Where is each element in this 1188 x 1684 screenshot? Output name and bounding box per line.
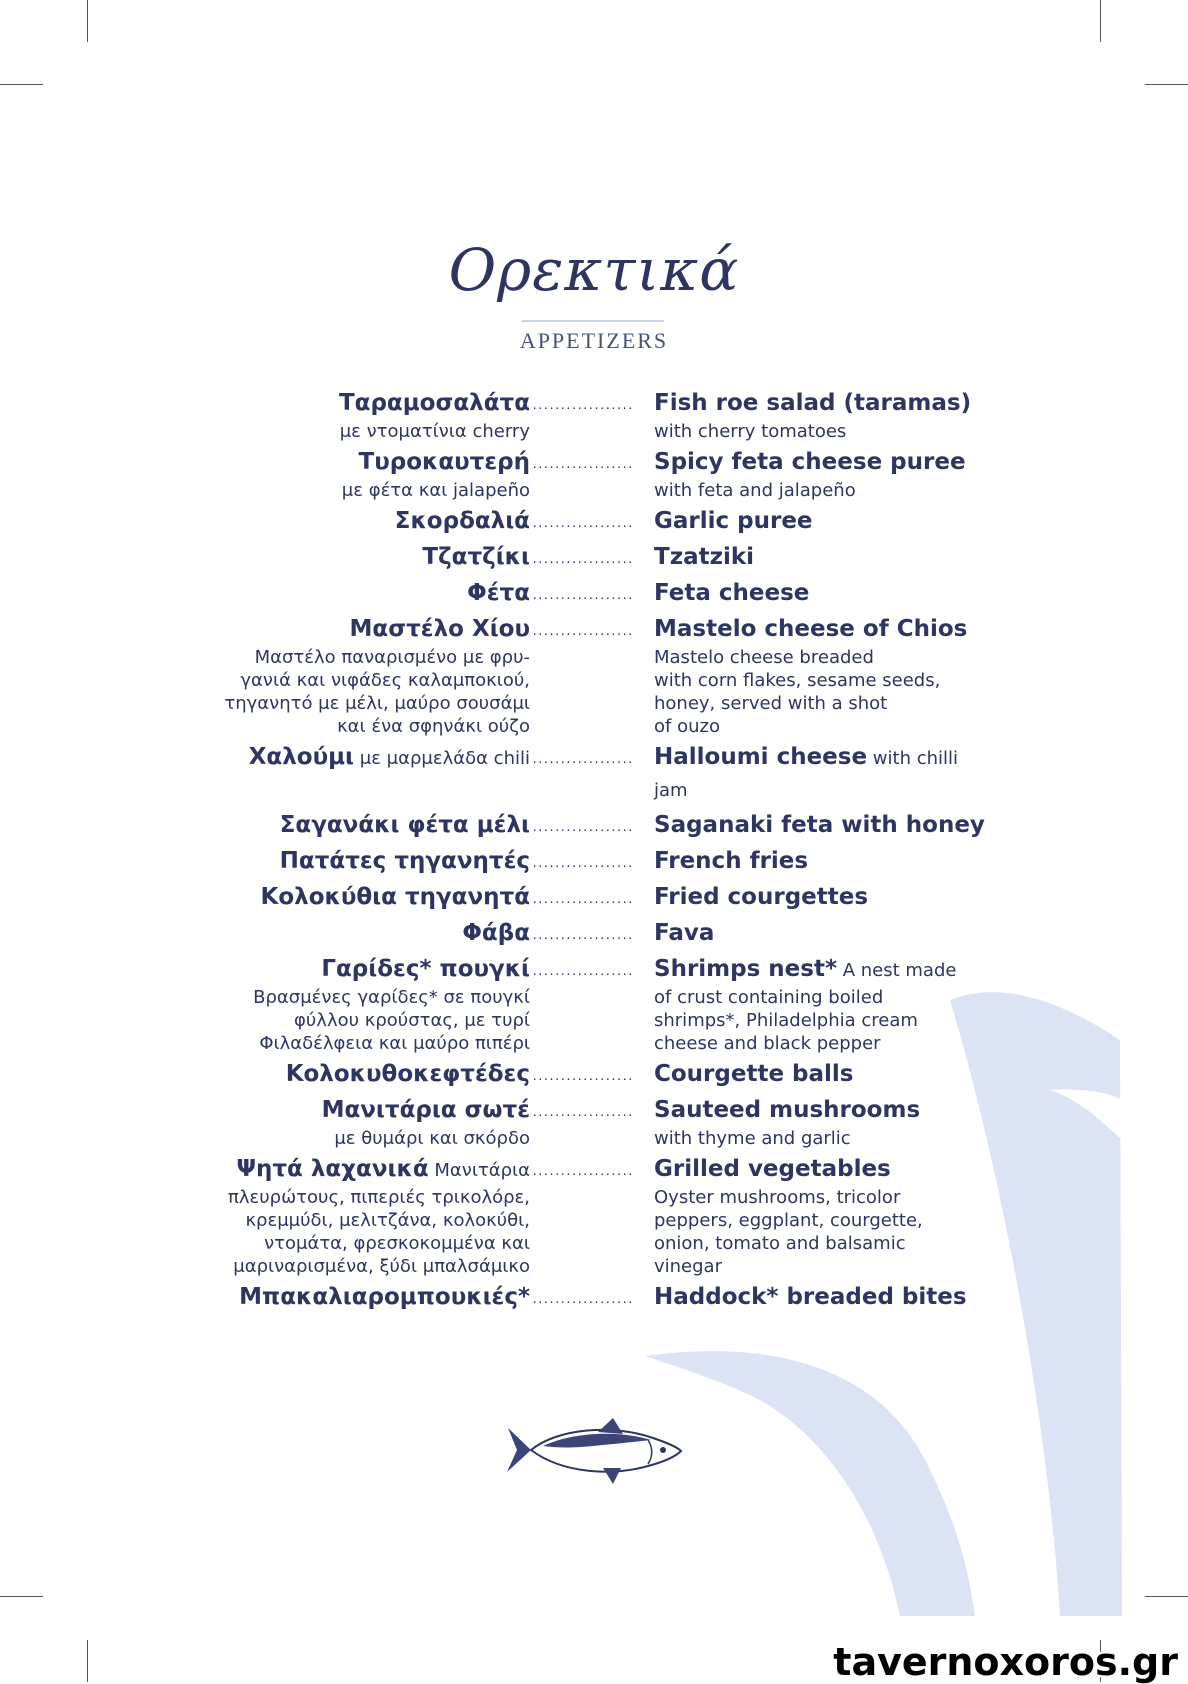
english-dish-name <box>654 882 994 914</box>
dish-description-line: πλευρώτους, πιπεριές τρικολόρε, <box>228 1187 530 1208</box>
english-column <box>634 388 994 443</box>
english-dish-name <box>654 614 994 646</box>
menu-item <box>0 846 1188 878</box>
menu-item <box>0 542 1188 574</box>
dish-title: Τζατζίκι <box>422 544 530 570</box>
dish-description-line: vinegar <box>654 1256 722 1277</box>
dish-description-line: Μαστέλο παναρισμένο με φρυ- <box>254 647 530 668</box>
english-column <box>634 1282 994 1314</box>
english-column <box>634 614 994 738</box>
greek-dish-name <box>0 447 530 479</box>
greek-dish-name <box>0 506 530 538</box>
leader-dots: .................. <box>531 821 633 834</box>
english-column <box>634 954 994 1055</box>
leader-dots: .................. <box>531 857 633 870</box>
leader-dots: .................. <box>531 965 633 978</box>
english-dish-name <box>654 1154 994 1186</box>
dish-inline-note: with chilli jam <box>654 748 959 801</box>
english-dish-name <box>654 954 994 986</box>
dish-description-line: with thyme and garlic <box>654 1128 851 1149</box>
leader-dots: .................. <box>531 893 633 906</box>
dish-title: Feta cheese <box>654 580 810 606</box>
greek-column <box>0 447 530 502</box>
english-dish-name <box>654 388 994 420</box>
greek-column <box>0 614 530 738</box>
leader-dots: .................. <box>531 1070 633 1083</box>
dish-description-line: of crust containing boiled <box>654 987 884 1008</box>
menu-item <box>0 1095 1188 1150</box>
dish-title: Μανιτάρια σωτέ <box>321 1097 530 1123</box>
menu-item <box>0 742 1188 806</box>
menu-item <box>0 388 1188 443</box>
dish-title: Γαρίδες* πουγκί <box>321 956 530 982</box>
leader-dots: .................. <box>531 929 633 942</box>
dish-description-line: τηγανητό με μέλι, μαύρο σουσάμι <box>224 693 530 714</box>
dish-description-line: Oyster mushrooms, tricolor <box>654 1187 901 1208</box>
dish-title: Χαλούμι <box>248 744 355 770</box>
english-dish-name <box>654 506 994 538</box>
english-dish-name <box>654 918 994 950</box>
greek-column <box>0 882 530 914</box>
menu-list <box>0 388 1188 1318</box>
dish-description-line: με ντοματίνια cherry <box>339 421 530 442</box>
page-title: Ορεκτικά <box>448 236 740 304</box>
leader-dots: .................. <box>531 553 633 566</box>
dish-description-line: shrimps*, Philadelphia cream <box>654 1010 918 1031</box>
greek-dish-name <box>0 918 530 950</box>
site-watermark: tavernoxoros.gr <box>833 1640 1178 1684</box>
dish-inline-note: A nest made <box>836 960 957 981</box>
dish-description-line: with cherry tomatoes <box>654 421 847 442</box>
greek-dish-name <box>0 810 530 842</box>
dish-inline-note: Μανιτάρια <box>428 1160 530 1181</box>
dish-inline-note: με μαρμελάδα chili <box>354 748 530 769</box>
greek-column <box>0 954 530 1055</box>
menu-item <box>0 1282 1188 1314</box>
greek-column <box>0 506 530 538</box>
english-column <box>634 542 994 574</box>
english-column <box>634 578 994 610</box>
greek-column <box>0 388 530 443</box>
greek-column <box>0 1095 530 1150</box>
dish-title: Τυροκαυτερή <box>358 449 530 475</box>
dish-description-line: of ouzo <box>654 716 720 737</box>
dish-description-line: γανιά και νιφάδες καλαμποκιού, <box>240 670 530 691</box>
greek-column <box>0 918 530 950</box>
english-column <box>634 447 994 502</box>
greek-dish-name <box>0 578 530 610</box>
dish-title: Πατάτες τηγανητές <box>279 848 530 874</box>
menu-item <box>0 918 1188 950</box>
english-column <box>634 918 994 950</box>
english-column <box>634 506 994 538</box>
dish-title: Σαγανάκι φέτα μέλι <box>279 812 530 838</box>
dish-title: Fried courgettes <box>654 884 869 910</box>
dish-description-line: και ένα σφηνάκι ούζο <box>337 716 530 737</box>
greek-dish-name <box>0 1059 530 1091</box>
dish-title: Shrimps nest* <box>654 956 837 982</box>
menu-item <box>0 614 1188 738</box>
dish-title: Φάβα <box>462 920 530 946</box>
greek-dish-name <box>0 846 530 878</box>
english-dish-name <box>654 1059 994 1091</box>
dish-title: Μπακαλιαρομπουκιές* <box>239 1284 530 1310</box>
dish-title: Mastelo cheese of Chios <box>654 616 968 642</box>
dish-description-line: onion, tomato and balsamic <box>654 1233 906 1254</box>
dish-title: Κολοκυθοκεφτέδες <box>285 1061 530 1087</box>
dish-title: Garlic puree <box>654 508 813 534</box>
english-column <box>634 1154 994 1278</box>
page-subtitle: APPETIZERS <box>519 328 669 353</box>
english-dish-name <box>654 1095 994 1127</box>
greek-dish-name <box>0 1154 530 1186</box>
dish-description-line: with corn flakes, sesame seeds, <box>654 670 941 691</box>
dish-title: Spicy feta cheese puree <box>654 449 966 475</box>
english-column <box>634 810 994 842</box>
english-dish-name <box>654 846 994 878</box>
greek-dish-name <box>0 388 530 420</box>
greek-column <box>0 1154 530 1278</box>
greek-column <box>0 846 530 878</box>
dish-description-line: Βρασμένες γαρίδες* σε πουγκί <box>253 987 530 1008</box>
dish-title: Fava <box>654 920 715 946</box>
english-column <box>634 846 994 878</box>
dish-description-line: peppers, eggplant, courgette, <box>654 1210 923 1231</box>
leader-dots: .................. <box>531 458 633 471</box>
greek-column <box>0 542 530 574</box>
title-divider <box>522 320 664 322</box>
dish-title: Ταραμοσαλάτα <box>338 390 530 416</box>
english-column <box>634 1059 994 1091</box>
fish-illustration <box>503 1410 683 1488</box>
dish-title: Halloumi cheese <box>654 744 868 770</box>
greek-column <box>0 1282 530 1314</box>
menu-item <box>0 1154 1188 1278</box>
dish-description-line: cheese and black pepper <box>654 1033 881 1054</box>
dish-description-line: μαριναρισμένα, ξύδι μπαλσάμικο <box>233 1256 530 1277</box>
dish-title: Grilled vegetables <box>654 1156 891 1182</box>
menu-item <box>0 882 1188 914</box>
dish-title: Saganaki feta with honey <box>654 812 985 838</box>
greek-column <box>0 578 530 610</box>
dish-title: Ψητά λαχανικά <box>236 1156 429 1182</box>
english-dish-name <box>654 742 994 806</box>
dish-title: Φέτα <box>467 580 530 606</box>
dish-title: French fries <box>654 848 809 874</box>
menu-item <box>0 506 1188 538</box>
dish-description-line: φύλλου κρούστας, με τυρί <box>294 1010 530 1031</box>
leader-dots: .................. <box>531 1293 633 1306</box>
dish-title: Tzatziki <box>654 544 755 570</box>
dish-description-line: με φέτα και jalapeño <box>341 480 530 501</box>
leader-dots: .................. <box>531 1165 633 1178</box>
greek-column <box>0 742 530 774</box>
dish-description-line: Φιλαδέλφεια και μαύρο πιπέρι <box>259 1033 530 1054</box>
english-column <box>634 1095 994 1150</box>
greek-dish-name <box>0 614 530 646</box>
greek-dish-name <box>0 542 530 574</box>
dish-description-line: με θυμάρι και σκόρδο <box>334 1128 530 1149</box>
dish-description-line: Mastelo cheese breaded <box>654 647 874 668</box>
menu-item <box>0 954 1188 1055</box>
menu-item <box>0 578 1188 610</box>
english-column <box>634 882 994 914</box>
leader-dots: .................. <box>531 753 633 766</box>
english-dish-name <box>654 447 994 479</box>
greek-dish-name <box>0 742 530 774</box>
dish-title: Haddock* breaded bites <box>654 1284 967 1310</box>
dish-description-line: ντομάτα, φρεσκοκομμένα και <box>264 1233 530 1254</box>
greek-dish-name <box>0 1095 530 1127</box>
dish-description-line: κρεμμύδι, μελιτζάνα, κολοκύθι, <box>245 1210 530 1231</box>
greek-dish-name <box>0 954 530 986</box>
leader-dots: .................. <box>531 517 633 530</box>
english-column <box>634 742 994 806</box>
dish-title: Sauteed mushrooms <box>654 1097 921 1123</box>
dish-title: Σκορδαλιά <box>394 508 530 534</box>
dish-title: Fish roe salad (taramas) <box>654 390 972 416</box>
greek-dish-name <box>0 882 530 914</box>
dish-title: Courgette balls <box>654 1061 854 1087</box>
dish-description-line: honey, served with a shot <box>654 693 888 714</box>
menu-item <box>0 1059 1188 1091</box>
menu-item <box>0 447 1188 502</box>
leader-dots: .................. <box>531 1106 633 1119</box>
dish-description-line: with feta and jalapeño <box>654 480 856 501</box>
english-dish-name <box>654 810 994 842</box>
dish-title: Μαστέλο Χίου <box>349 616 530 642</box>
leader-dots: .................. <box>531 399 633 412</box>
english-dish-name <box>654 542 994 574</box>
leader-dots: .................. <box>531 589 633 602</box>
greek-column <box>0 1059 530 1091</box>
english-dish-name <box>654 1282 994 1314</box>
greek-column <box>0 810 530 842</box>
dish-title: Κολοκύθια τηγανητά <box>260 884 530 910</box>
menu-item <box>0 810 1188 842</box>
greek-dish-name <box>0 1282 530 1314</box>
english-dish-name <box>654 578 994 610</box>
leader-dots: .................. <box>531 625 633 638</box>
